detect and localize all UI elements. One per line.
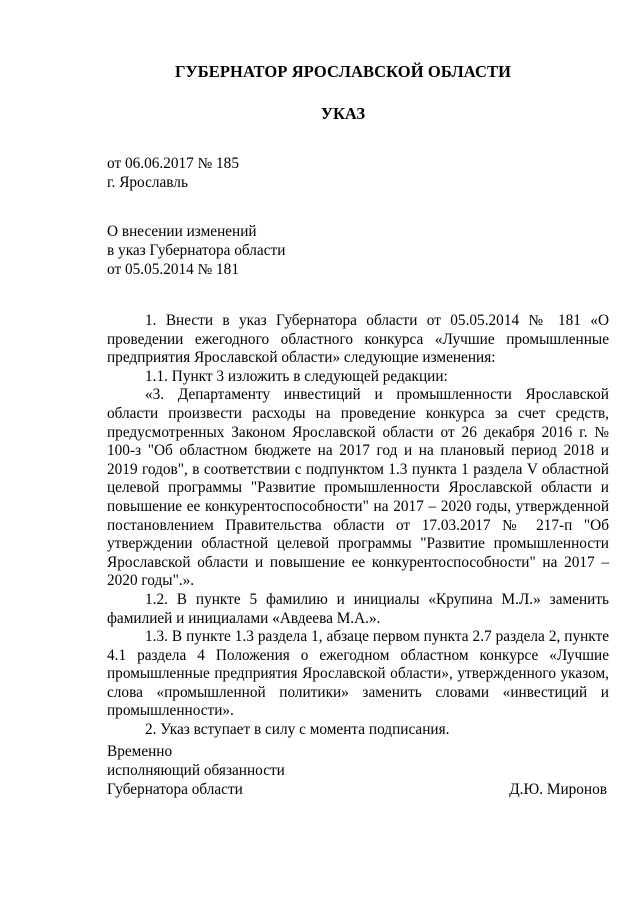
body-paragraph: 1.3. В пункте 1.3 раздела 1, абзаце первом пункта 2.7 раздела 2, пункте 4.1 раздела 4 Положения о ежегодном областном конкурсе «Лучшие промышленные предприятия Ярославской области», утвержденного указом, слова «промышленной политики» заменить словами «инвестиций и промышленности». [107,628,609,720]
signature-block [107,742,609,799]
subject-line: от 05.05.2014 № 181 [107,261,239,278]
body-paragraph: 1. Внести в указ Губернатора области от 05.05.2014 № 181 «О проведении ежегодного областного конкурса «Лучшие промышленные предприятия Ярославской области» следующие изменения: [107,312,609,367]
document-subject [107,222,285,279]
signatory-name: Д.Ю. Миронов [509,781,607,798]
document-date-number: от 06.06.2017 № 185 [107,155,239,172]
body-paragraph: «3. Департаменту инвестиций и промышленности Ярославской области произвести расходы на проведение конкурса за счет средств, предусмотренных Законом Ярославской области от 26 декабря 2016 г. № 100-з "Об областном бюджете на 2017 год и на плановый период 2018 и 2019 годов", в соответствии с подпунктом 1.3 пункта 1 раздела V областной целевой программы "Развитие промышленности Ярославской области и повышение ее конкурентоспособности" на 2017 – 2020 годы, утвержденной постановлением Правительства области от 17.03.2017 № 217-п "Об утверждении областной целевой программы "Развитие промышленности Ярославской области и повышение ее конкурентоспособности" на 2017 – 2020 годы".». [107,386,609,590]
signature-line: исполняющий обязанности [107,762,285,779]
subject-line: О внесении изменений [107,223,257,240]
body-paragraph: 1.2. В пункте 5 фамилию и инициалы «Крупина М.Л.» заменить фамилией и инициалами «Авдеева М.А.». [107,590,609,627]
body-paragraph: 1.1. Пункт 3 изложить в следующей редакции: [145,367,448,385]
document-authority-heading: ГУБЕРНАТОР ЯРОСЛАВСКОЙ ОБЛАСТИ [174,62,512,81]
document-meta [107,154,239,192]
document-place: г. Ярославль [107,174,188,191]
signature-line: Временно [107,743,173,760]
document-body [107,312,609,740]
document-type-heading: УКАЗ [320,104,366,123]
signature-row [107,780,609,799]
signatory-title: Губернатора области [107,781,243,798]
subject-line: в указ Губернатора области [107,242,286,259]
body-paragraph: 2. Указ вступает в силу с момента подписания. [145,721,450,739]
